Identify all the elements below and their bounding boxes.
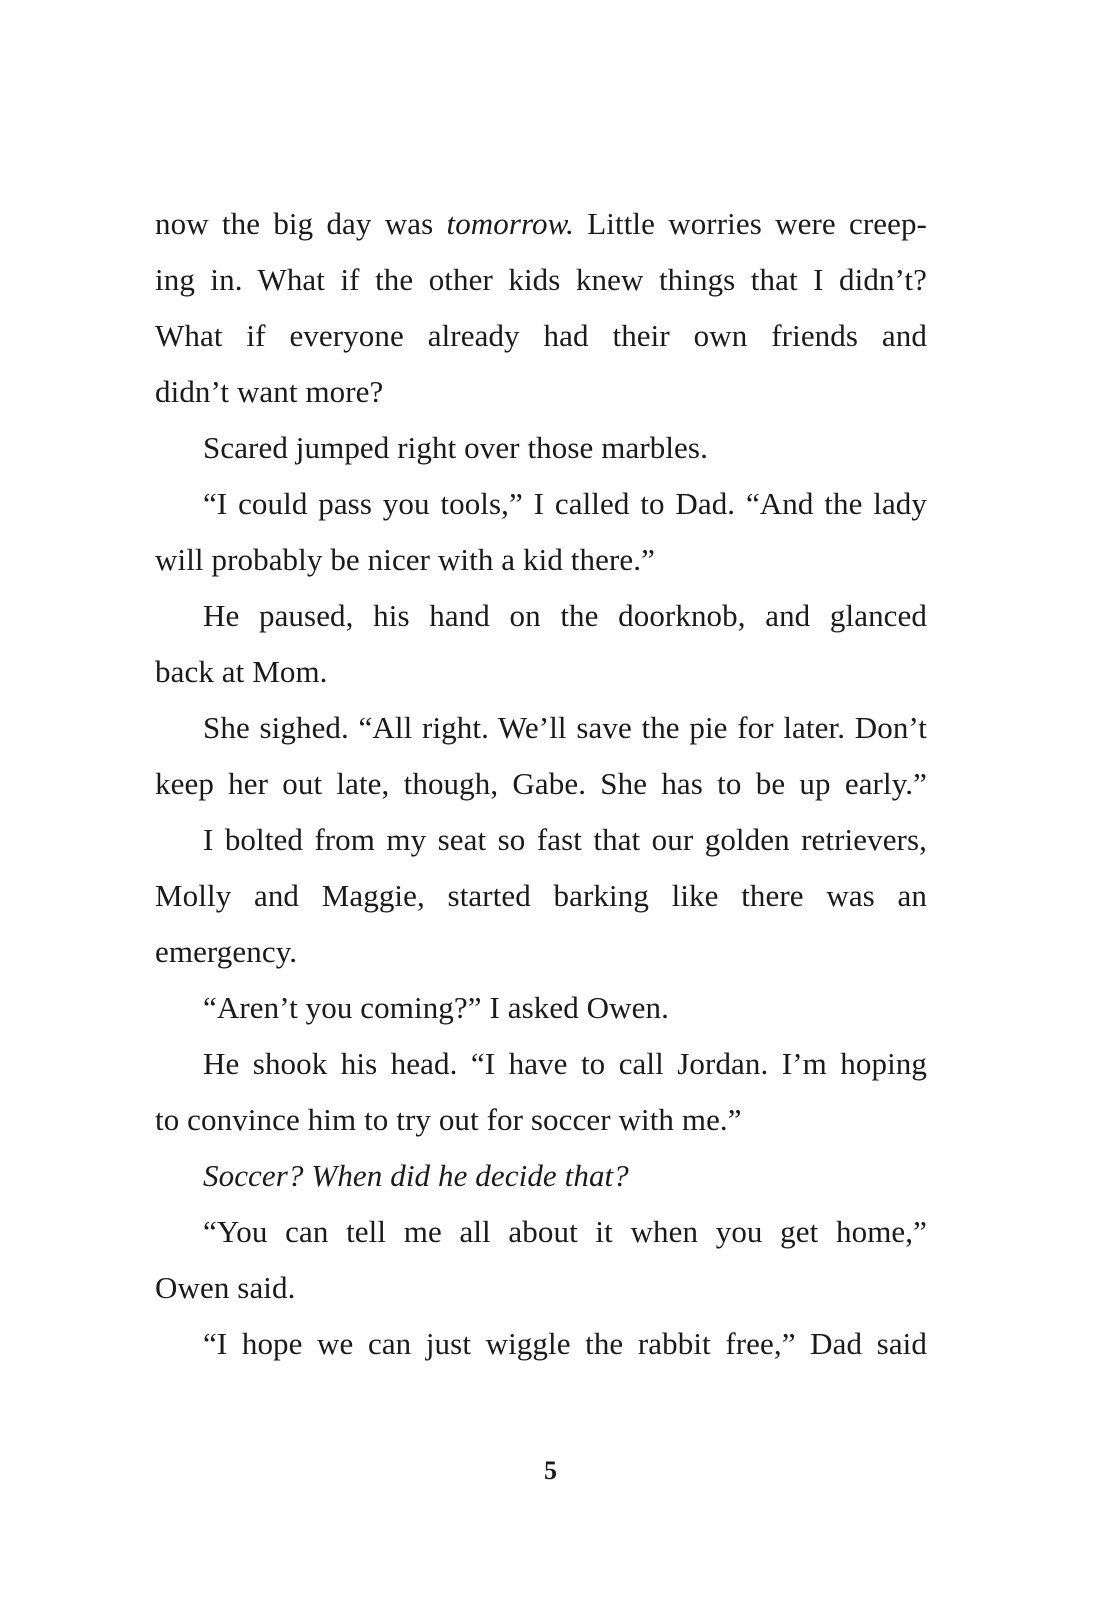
text-span: now the big day was xyxy=(155,206,447,241)
text-line: to convince him to try out for soccer with me.” xyxy=(155,1102,742,1137)
text-line: keep her out late, though, Gabe. She has to be up early.” xyxy=(155,766,927,801)
text-span: Little worries were creep- xyxy=(574,206,927,241)
text-line: Molly and Maggie, started barking like there was an xyxy=(155,878,927,913)
text-line: “I could pass you tools,” I called to Dad. “And the lady xyxy=(203,486,927,521)
text-line: Owen said. xyxy=(155,1270,296,1305)
italic-word: tomorrow. xyxy=(446,206,574,241)
text-line: Scared jumped right over those marbles. xyxy=(203,430,708,465)
text-line: ing in. What if the other kids knew things that I didn’t? xyxy=(155,262,927,297)
text-line: Soccer? When did he decide that? xyxy=(203,1158,629,1193)
text-line xyxy=(155,196,927,252)
text-line: back at Mom. xyxy=(155,654,328,689)
text-line: “You can tell me all about it when you get home,” xyxy=(203,1214,927,1249)
text-line: What if everyone already had their own friends and xyxy=(155,318,927,353)
body-text xyxy=(155,196,927,1372)
page-number: 5 xyxy=(544,1456,557,1485)
text-line: “Aren’t you coming?” I asked Owen. xyxy=(203,990,669,1025)
text-line: She sighed. “All right. We’ll save the pie for later. Don’t xyxy=(203,710,927,745)
text-line: emergency. xyxy=(155,934,298,969)
text-line: I bolted from my seat so fast that our golden retrievers, xyxy=(203,822,927,857)
text-line: He paused, his hand on the doorknob, and glanced xyxy=(203,598,927,633)
text-line: didn’t want more? xyxy=(155,374,384,409)
text-line: “I hope we can just wiggle the rabbit free,” Dad said xyxy=(203,1326,927,1361)
text-line: He shook his head. “I have to call Jordan. I’m hoping xyxy=(203,1046,927,1081)
text-line: will probably be nicer with a kid there.” xyxy=(155,542,655,577)
